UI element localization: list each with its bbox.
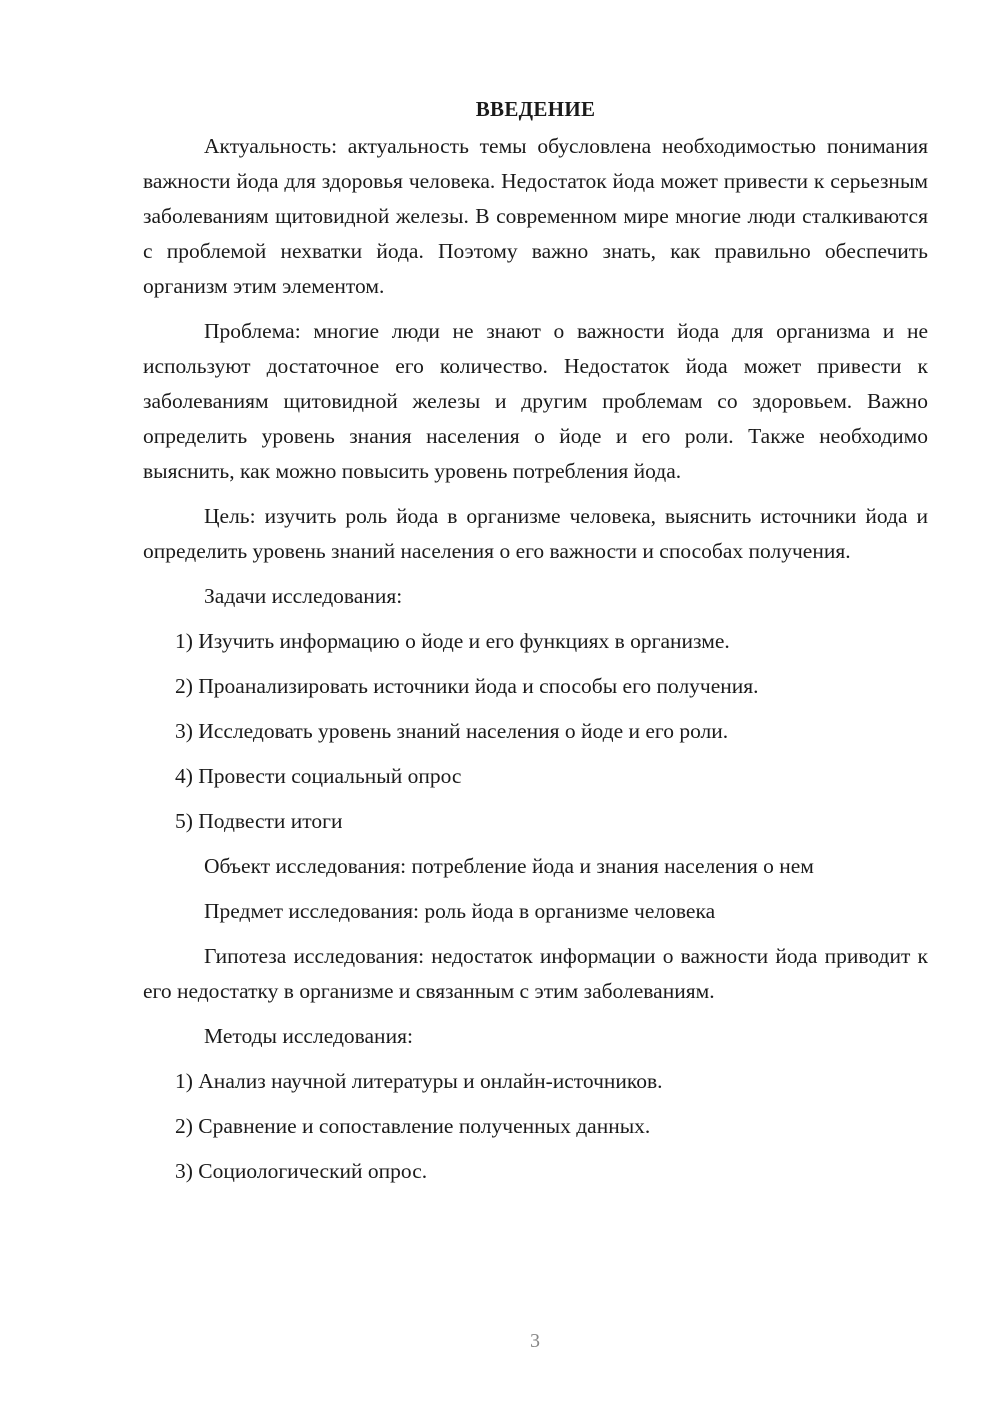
list-item: 3) Социологический опрос. — [175, 1159, 428, 1183]
methods-list — [143, 1064, 928, 1189]
methods-heading: Методы исследования: — [204, 1024, 413, 1048]
list-item: 3) Исследовать уровень знаний населения о йоде и его роли. — [175, 719, 729, 743]
list-item: 1) Анализ научной литературы и онлайн-источников. — [175, 1069, 663, 1093]
tasks-list — [143, 624, 928, 839]
list-item: 2) Сравнение и сопоставление полученных данных. — [175, 1114, 651, 1138]
subject-paragraph: Предмет исследования: роль йода в организме человека — [204, 899, 716, 923]
relevance-paragraph: Актуальность: актуальность темы обусловлена необходимостью понимания важности йода для здоровья человека. Недостаток йода может привести к серьезным заболеваниям щитовидной железы. В современном мире многие люди сталкиваются с проблемой нехватки йода. Поэтому важно знать, как правильно обеспечить организм этим элементом. — [143, 134, 928, 298]
goal-paragraph: Цель: изучить роль йода в организме человека, выяснить источники йода и определить уровень знаний населения о его важности и способах получения. — [143, 504, 928, 563]
page-title: ВВЕДЕНИЕ — [475, 97, 596, 121]
list-item: 5) Подвести итоги — [175, 809, 343, 833]
hypothesis-paragraph: Гипотеза исследования: недостаток информации о важности йода приводит к его недостатку в организме и связанным с этим заболеваниям. — [143, 944, 928, 1003]
tasks-heading: Задачи исследования: — [204, 584, 403, 608]
list-item: 4) Провести социальный опрос — [175, 764, 462, 788]
list-item: 1) Изучить информацию о йоде и его функциях в организме. — [175, 629, 730, 653]
problem-paragraph: Проблема: многие люди не знают о важности йода для организма и не используют достаточное его количество. Недостаток йода может привести к заболеваниям щитовидной железы и другим проблемам со здоровьем. Важно определить уровень знания населения о йоде и его роли. Также необходимо выяснить, как можно повысить уровень потребления йода. — [143, 319, 928, 483]
object-paragraph: Объект исследования: потребление йода и знания населения о нем — [204, 854, 814, 878]
list-item: 2) Проанализировать источники йода и способы его получения. — [175, 674, 759, 698]
document-page — [143, 92, 928, 1199]
page-number: 3 — [530, 1330, 540, 1352]
